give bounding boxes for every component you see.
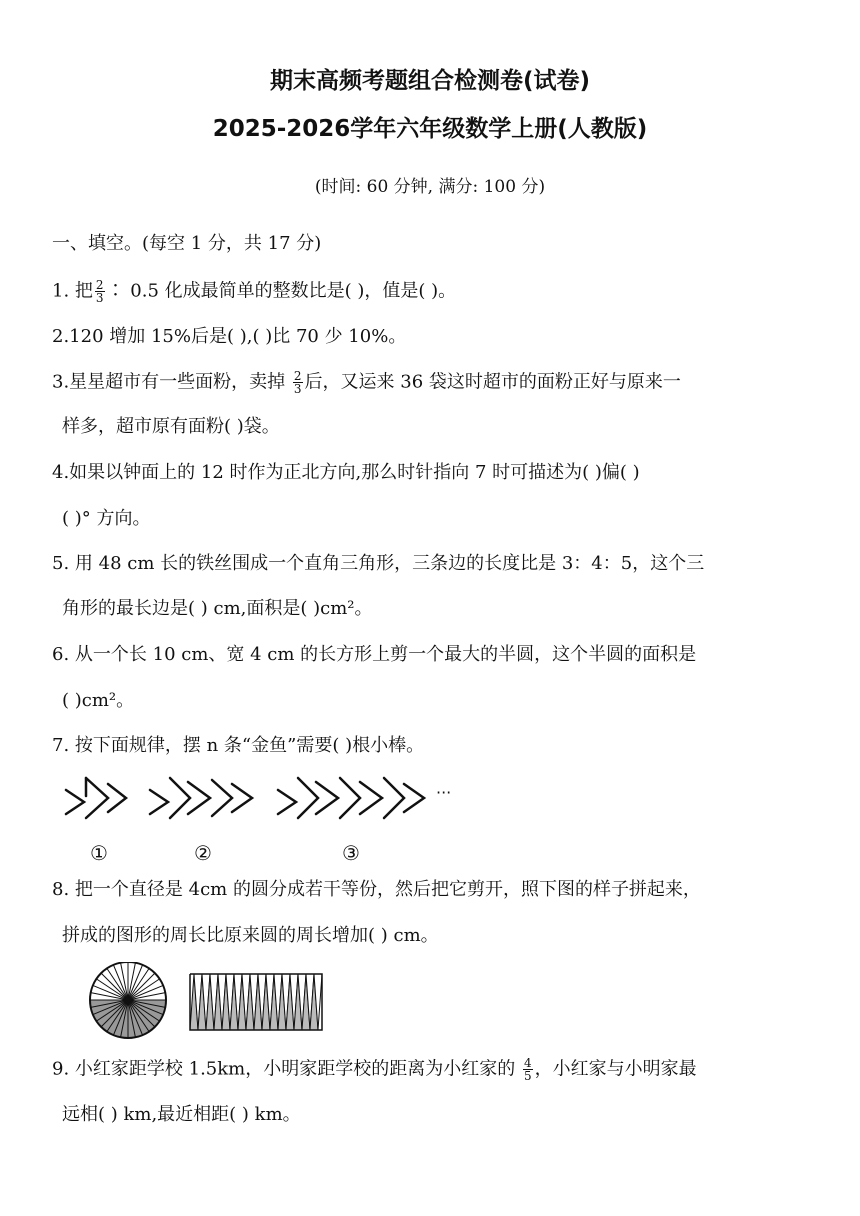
section-heading: 一、填空。(每空 1 分，共 17 分) xyxy=(52,233,322,254)
divided-circle xyxy=(90,962,166,1038)
figure-label-3: ③ xyxy=(342,841,360,865)
question-8-line-2: 拼成的图形的周长比原来圆的周长增加( ) cm。 xyxy=(62,925,439,946)
question-4-line-2: ( )° 方向。 xyxy=(62,508,151,529)
circle-spoke xyxy=(101,973,128,1000)
question-6: 6. 从一个长 10 cm、宽 4 cm 的长方形上剪一个最大的半圆，这个半圆的面积是 xyxy=(52,644,697,665)
figure-label-1: ① xyxy=(90,841,108,865)
question-2: 2.120 增加 15%后是( ),( )比 70 少 10%。 xyxy=(52,326,407,347)
q9-fraction xyxy=(523,1057,533,1082)
q1-frac-den: 3 xyxy=(95,291,104,305)
q9-frac-den: 5 xyxy=(523,1069,532,1083)
q3-fraction xyxy=(293,370,303,395)
question-6-line-2: ( )cm²。 xyxy=(62,690,135,711)
q3-pre: 3.星星超市有一些面粉，卖掉 xyxy=(52,371,291,393)
question-3-line-2: 样多，超市原有面粉( )袋。 xyxy=(62,416,280,437)
question-7: 7. 按下面规律，摆 n 条“金鱼”需要( )根小棒。 xyxy=(52,735,425,756)
q1-fraction xyxy=(95,279,105,304)
rearranged-strips xyxy=(190,974,322,1030)
q3-frac-den: 3 xyxy=(293,382,302,396)
exam-title: 期末高频考题组合检测卷(试卷) xyxy=(269,68,591,94)
q9-pre: 9. 小红家距学校 1.5km，小明家距学校的距离为小红家的 xyxy=(52,1058,521,1080)
exam-subtitle: 2025-2026学年六年级数学上册(人教版) xyxy=(212,116,648,142)
q1-pre: 1. 把 xyxy=(52,280,93,302)
goldfish-figure-2 xyxy=(150,778,252,818)
q9-post: ，小红家与小明家最 xyxy=(534,1058,697,1080)
question-9 xyxy=(52,1057,697,1082)
figure-ellipsis: ··· xyxy=(436,783,452,802)
circle-spoke xyxy=(128,973,155,1000)
q3-frac-num: 2 xyxy=(293,369,302,383)
question-4: 4.如果以钟面上的 12 时作为正北方向,那么时针指向 7 时可描述为( )偏( ) xyxy=(52,462,640,483)
question-9-line-2: 远相( ) km,最近相距( ) km。 xyxy=(62,1104,301,1125)
q3-post: 后，又运来 36 袋这时超市的面粉正好与原来一 xyxy=(304,371,681,393)
q1-post: ∶ 0.5 化成最简单的整数比是( )，值是( )。 xyxy=(106,280,457,302)
q1-frac-num: 2 xyxy=(95,278,104,292)
question-5: 5. 用 48 cm 长的铁丝围成一个直角三角形，三条边的长度比是 3：4：5，这个三 xyxy=(52,553,705,574)
question-5-line-2: 角形的最长边是( ) cm,面积是( )cm²。 xyxy=(62,598,373,619)
circle-rearrangement-figure xyxy=(86,962,336,1042)
figure-label-2: ② xyxy=(194,841,212,865)
goldfish-figure-1 xyxy=(66,778,126,818)
q9-frac-num: 4 xyxy=(523,1056,532,1070)
question-8: 8. 把一个直径是 4cm 的圆分成若干等份，然后把它剪开，照下图的样子拼起来， xyxy=(52,879,701,900)
exam-info: (时间: 60 分钟, 满分: 100 分) xyxy=(314,177,546,197)
goldfish-pattern-figure xyxy=(60,768,480,868)
goldfish-figure-3 xyxy=(278,778,424,818)
question-1 xyxy=(52,279,456,304)
question-3 xyxy=(52,370,681,395)
